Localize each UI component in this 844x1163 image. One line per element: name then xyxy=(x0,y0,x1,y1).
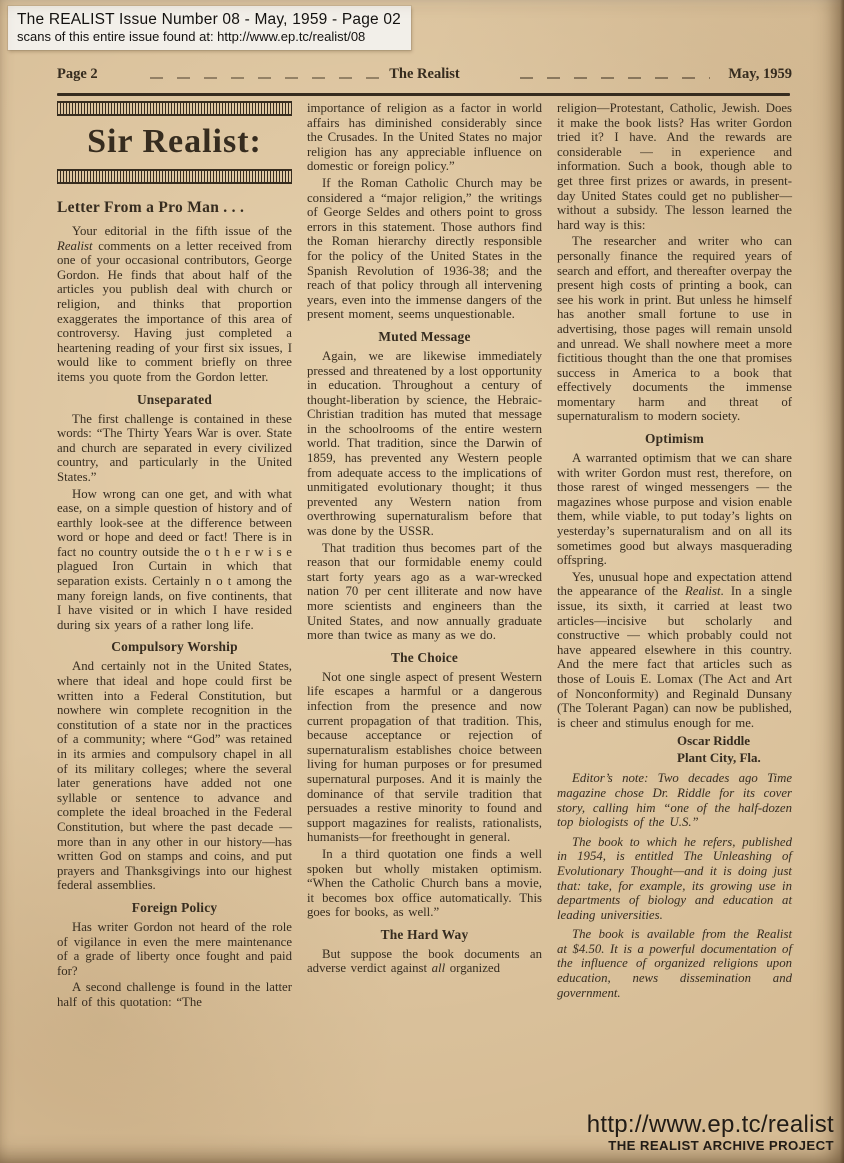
subheading-muted-message: Muted Message xyxy=(378,328,471,344)
paragraph: A second challenge is found in the latter half of this quotation: “The xyxy=(57,980,292,1009)
subheading-unseparated: Unseparated xyxy=(136,391,213,407)
header-rule xyxy=(57,93,790,96)
paragraph: Yes, unusual hope and expectation attend the appearance of the Realist. In a single issue, its sixth, it carried at least two articles—incisive but scholarly and constructive — which probably could not have appeared elsewhere in this country. And the mere fact that articles such as those of Louis E. Lomax (The Act and Art of Nonconformity) and Reginald Dunsany (The Tolerant Pagan) can now be published, is cheer and stimulus enough for me. xyxy=(557,569,792,730)
archive-banner xyxy=(8,6,411,50)
section-masthead: Sir Realist: xyxy=(87,123,262,160)
page-header xyxy=(57,66,792,83)
paragraph: If the Roman Catholic Church may be considered a “major religion,” the writings of George Seldes and others point to gross errors in this statement. Those authors find the Roman hierarchy directly responsible for the policy of the United States in the Spanish Revolution of 1936-38; and the reach of that policy through all intervening years, even into the immense dangers of the present moment, seems unquestionable. xyxy=(307,175,542,322)
paragraph: Your editorial in the fifth issue of the Realist comments on a letter received from one of your occasional contributors, George Gordon. He finds that about half of the articles you publish deal with church or religion, and thinks that proportion exaggerates the importance of this area of controversy. Having just completed a heartening reading of your first six issues, I would like to comment briefly on three items you quote from the Gordon letter. xyxy=(57,224,292,384)
column-left xyxy=(57,101,292,1012)
issue-date: May, 1959 xyxy=(728,66,792,82)
paragraph: But suppose the book documents an adverse verdict against all organized xyxy=(307,946,542,976)
ornament-bar-bottom xyxy=(57,169,292,184)
ornament-bar-top xyxy=(57,101,292,116)
paragraph: That tradition thus becomes part of the reason that our formidable enemy could start forty years ago as a war-wrecked nation 70 per cent illiterate and now have more scientists and engineers than the United States, and now annually graduate more than twice as many as we do. xyxy=(307,540,542,643)
paragraph: importance of religion as a factor in world affairs has diminished considerably since the Crusades. In the United States no major religion has any appreciable influence on domestic or foreign policy.” xyxy=(307,101,542,174)
scan-artifact xyxy=(520,77,710,79)
paragraph: Again, we are likewise immediately pressed and threatened by a lost opportunity in education. Throughout a century of thought-liberation by science, the Hebraic-Christian tradition has muted that message in the schoolrooms of the entire western world. That tradition, since the Darwin of 1859, has prevented any Western people from adequate access to the implications of unmitigated evolutionary thought; it thus prevented any Western nation from overthrowing supernaturalism before that was done by the USSR. xyxy=(307,348,542,539)
scan-right-edge xyxy=(840,0,844,1163)
subheading-optimism: Optimism xyxy=(645,431,704,447)
column-right xyxy=(557,101,792,1012)
subheading-the-choice: The Choice xyxy=(390,649,459,665)
paragraph: And certainly not in the United States, where that ideal and hope could first be written into a Federal Constitution, but nowhere win complete recognition in the constitution of a state nor in the practices of a community; where “God” was retained in its armies and compulsory chapel in all of its military colleges; where the several later generations have added not one syllable or sentence to advance and complete the ideal broached in the Federal Constitution, but where the past decade —more than in any other in our history—has written God on stamps and coins, and put prayers and Thanksgivings into our highest federal assemblies. xyxy=(57,659,292,893)
column-middle xyxy=(307,101,542,1012)
paragraph: How wrong can one get, and with what ease, on a simple question of history and of earthly look-see at the difference between word or hope and deed or fact! There is in fact no country outside the o t h e r w i s e plagued Iron Curtain in which that separation exists. Certainly n o t among the many foreign lands, on five continents, that I have visited or in which I have resided during six years of a rather long life. xyxy=(57,486,292,632)
archive-footer xyxy=(587,1112,834,1153)
scan-artifact xyxy=(150,77,380,79)
paragraph: The researcher and writer who can personally finance the required years of search and effort, and thereafter overpay the present high costs of printing a book, can see his work in print. But unless he himself has another small fortune to use in advertising, those pages will remain unsold and unread. We shall nowhere meet a more fictitious thought than the one that promises success in America to a book that effectively documents the immense momentary harm and threat of supernaturalism to modern society. xyxy=(557,234,792,424)
archive-banner-url: scans of this entire issue found at: http://www.ep.tc/realist/08 xyxy=(17,29,366,44)
paragraph: Not one single aspect of present Western life escapes a harmful or a dangerous infection from the presence and now current propagation of that tradition. This, because acceptance or rejection of supernaturalism establishes choice between living for human purposes or for presumed supernatural purposes. And it is mainly the dominance of that servile tradition that persuades a restive minority to found and support magazines for realists, rationalists, humanists—for freethought in general. xyxy=(307,669,542,845)
archive-banner-title: The REALIST Issue Number 08 - May, 1959 - Page 02 xyxy=(17,11,401,28)
subheading-the-hard-way: The Hard Way xyxy=(380,926,469,942)
letter-heading: Letter From a Pro Man . . . xyxy=(57,199,245,216)
signature-place: Plant City, Fla. xyxy=(677,749,761,765)
editors-note-paragraph: Editor’s note: Two decades ago Time magazine chose Dr. Riddle for its cover story, calling him “one of the half-dozen top biologists of the U.S.” xyxy=(557,771,792,830)
archive-project-label: THE REALIST ARCHIVE PROJECT xyxy=(608,1138,834,1153)
subheading-compulsory-worship: Compulsory Worship xyxy=(111,639,238,655)
paragraph: The first challenge is contained in these words: “The Thirty Years War is over. State and church are separated in every civilized country, and particularly in the United States.” xyxy=(57,411,292,484)
paragraph: religion—Protestant, Catholic, Jewish. Does it make the book lists? Has writer Gordon tried it? I have. And the rewards are considerable — in experience and information. Such a book, though able to get three first prizes or awards, in present-day United States could get no publisher—without a subsidy. The lesson learned the hard way is this: xyxy=(557,101,792,232)
paragraph: Has writer Gordon not heard of the role of vigilance in even the mere maintenance of a grade of liberty once fought and paid for? xyxy=(57,919,292,978)
paragraph: A warranted optimism that we can share with writer Gordon must rest, therefore, on those rarest of winged messengers — the magazines whose purpose and vision enable them, while viable, to put today’s lights on yesterday’s supernaturalism and on all its sometimes good but always masquerading offspring. xyxy=(557,451,792,568)
archive-footer-url: http://www.ep.tc/realist xyxy=(586,1111,834,1138)
editors-note-paragraph: The book is available from the Realist at $4.50. It is a powerful documentation of the influence of organized religions upon education, news dissemination and government. xyxy=(557,927,792,1000)
publication-title: The Realist xyxy=(389,66,460,82)
editors-note-paragraph: The book to which he refers, published in 1954, is entitled The Unleashing of Evolutionary Thought—and it is doing just that: take, for example, its growing use in departments of biology and education at leading universities. xyxy=(557,834,792,922)
article-columns xyxy=(57,101,794,1012)
paragraph: In a third quotation one finds a well spoken but wholly mistaken optimism. “When the Catholic Church bans a movie, it becomes box office automatically. This goes for books, as well.” xyxy=(307,846,542,920)
signature-name: Oscar Riddle xyxy=(677,733,751,749)
page-number: Page 2 xyxy=(57,66,98,82)
subheading-foreign-policy: Foreign Policy xyxy=(131,899,218,915)
